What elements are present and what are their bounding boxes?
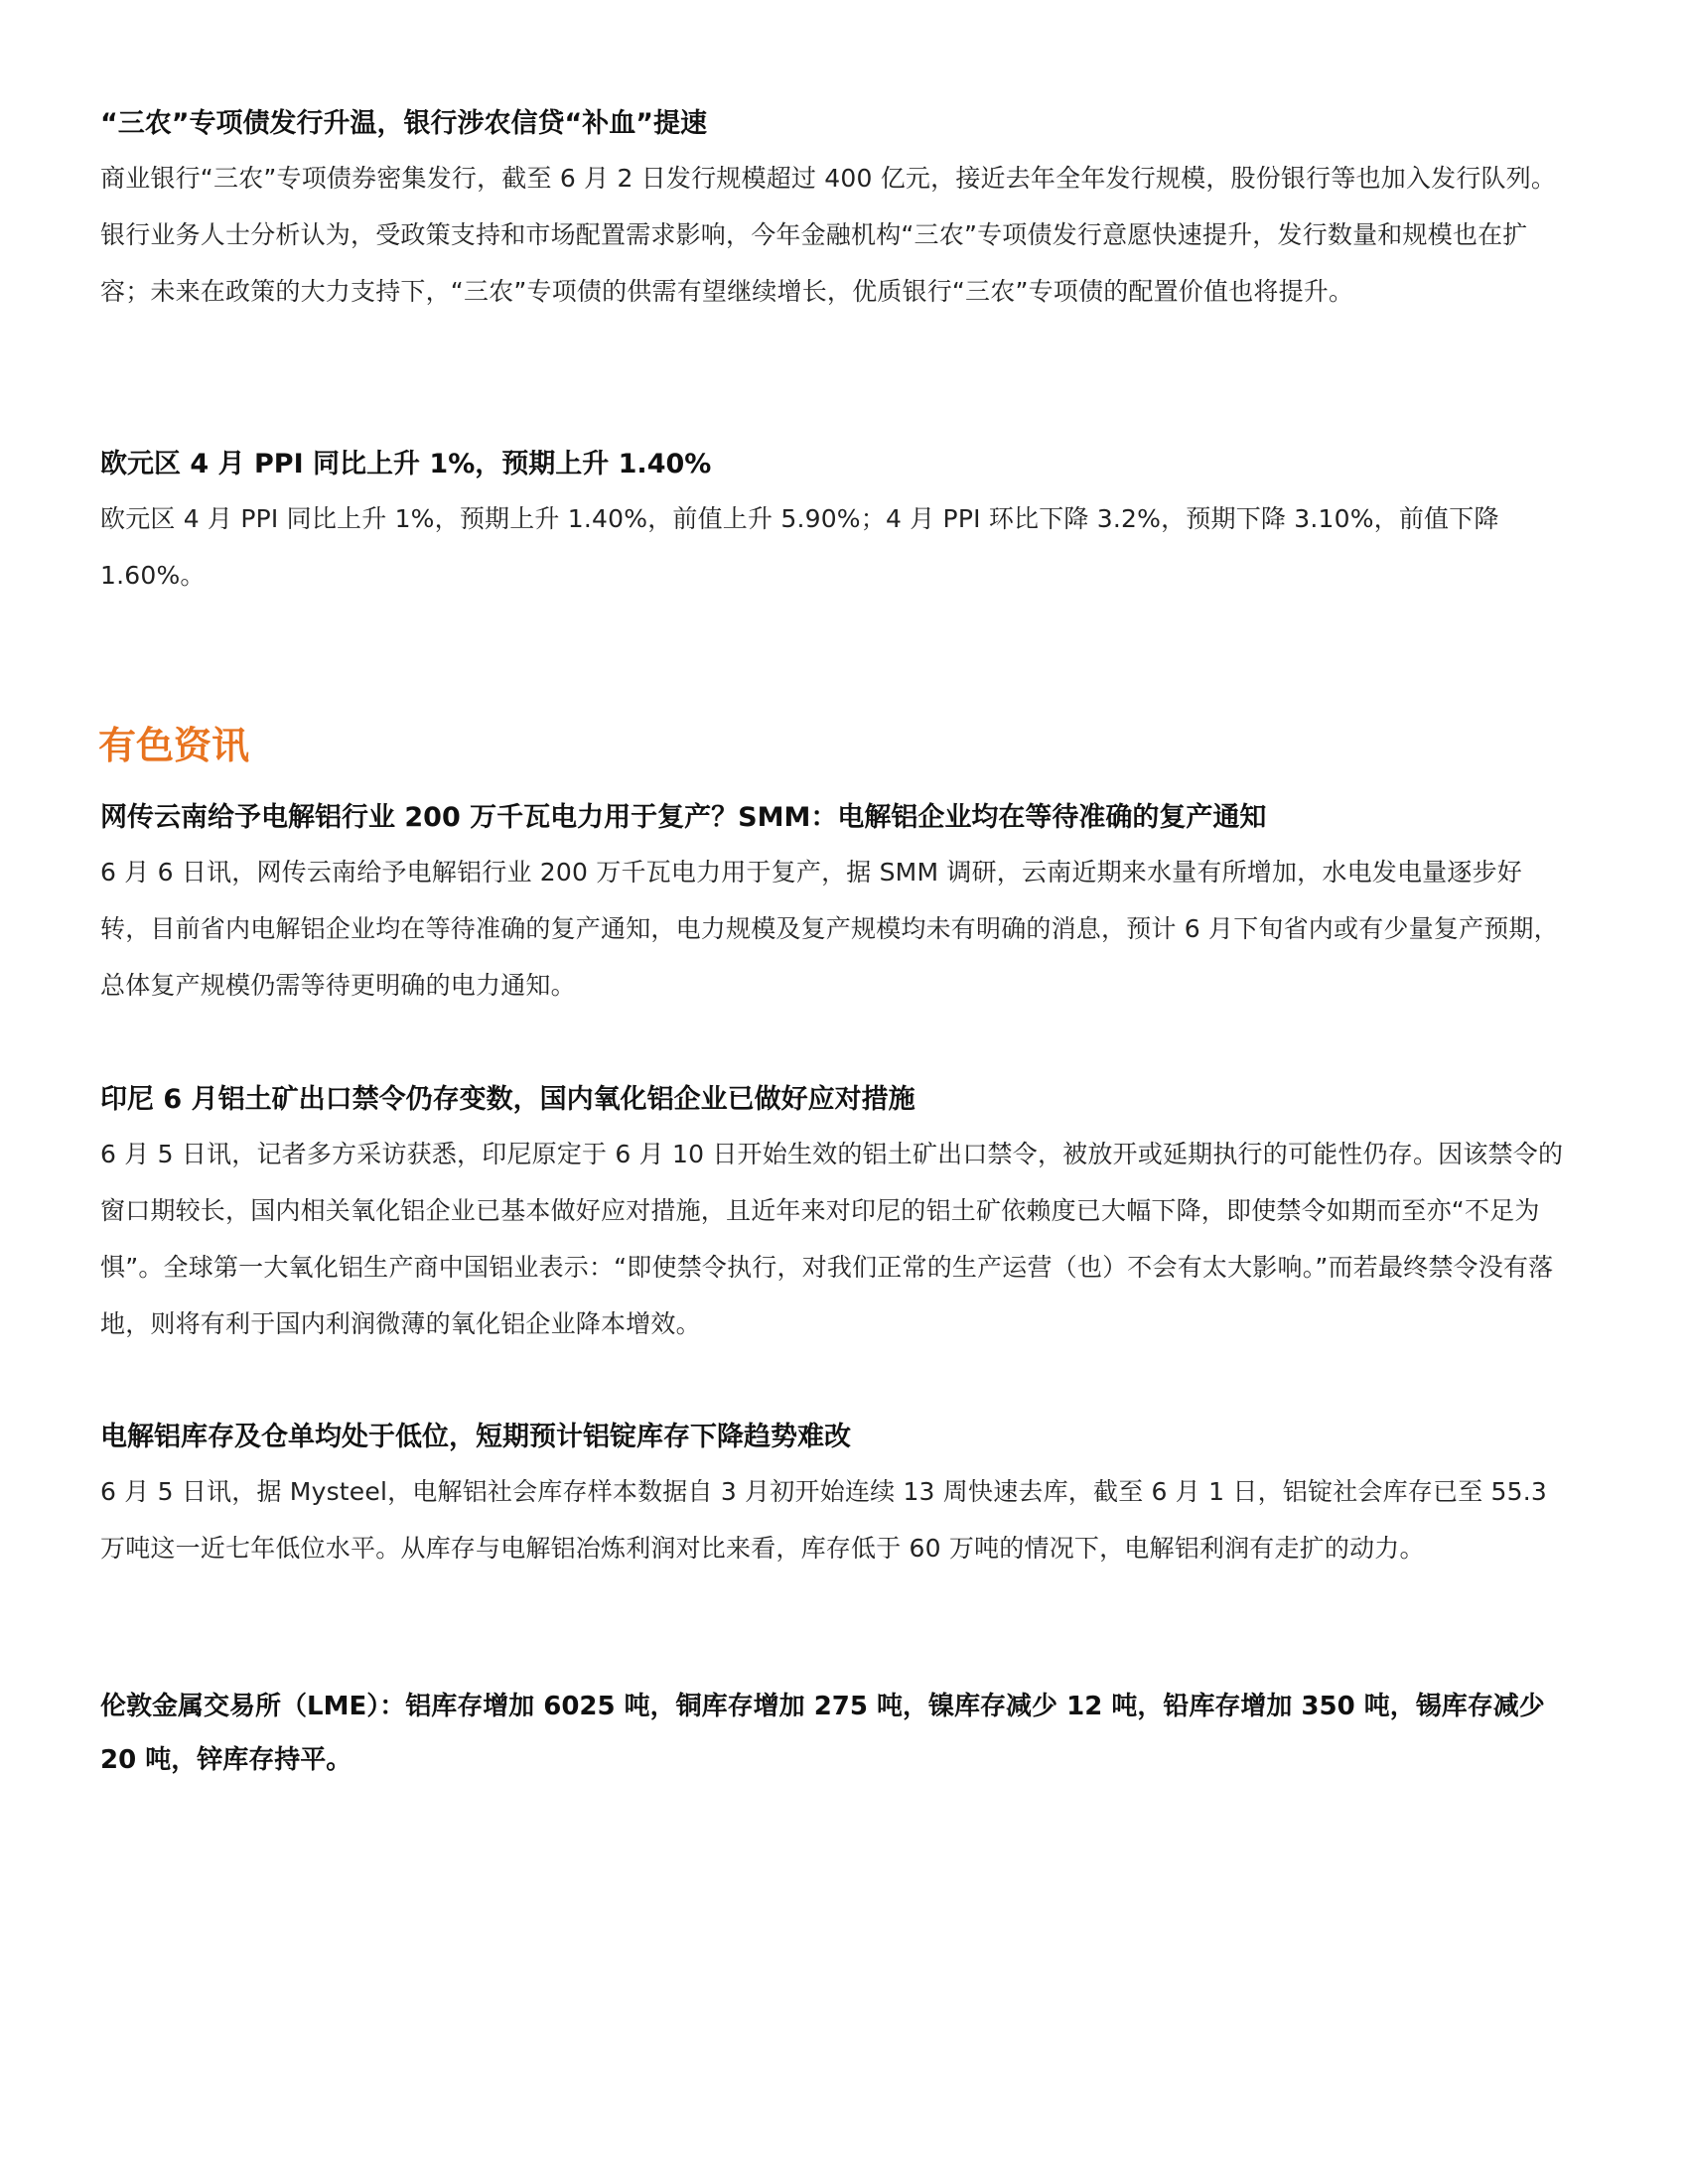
article-body: 欧元区 4 月 PPI 同比上升 1%，预期上升 1.40%，前值上升 5.90%；4 月 PPI 环比下降 3.2%，预期下降 3.10%，前值下降 1.60%。	[100, 504, 1499, 590]
lme-note-text: 伦敦金属交易所（LME）：铝库存增加 6025 吨，铜库存增加 275 吨，镍库存减少 12 吨，铅库存增加 350 吨，锡库存减少 20 吨，锌库存持平。	[100, 1692, 1545, 1775]
article-aluminum-inventory	[100, 1418, 1570, 1576]
article-body: 6 月 5 日讯，据 Mysteel，电解铝社会库存样本数据自 3 月初开始连续 13 周快速去库，截至 6 月 1 日，铝锭社会库存已至 55.3 万吨这一近七年低位水平。从库存与电解铝冶炼利润对比来看，库存低于 60 万吨的情况下，电解铝利润有走扩的动力。	[100, 1477, 1548, 1563]
article-body: 商业银行“三农”专项债券密集发行，截至 6 月 2 日发行规模超过 400 亿元，接近去年全年发行规模，股份银行等也加入发行队列。银行业务人士分析认为，受政策支持和市场配置需求影响，今年金融机构“三农”专项债发行意愿快速提升，发行数量和规模也在扩容；未来在政策的大力支持下，“三农”专项债的供需有望继续增长，优质银行“三农”专项债的配置价值也将提升。	[100, 164, 1557, 306]
lme-inventory-note	[100, 1680, 1570, 1787]
article-body: 6 月 6 日讯，网传云南给予电解铝行业 200 万千瓦电力用于复产，据 SMM 调研，云南近期来水量有所增加，水电发电量逐步好转，目前省内电解铝企业均在等待准确的复产通知，电力规模及复产规模均未有明确的消息，预计 6 月下旬省内或有少量复产预期，总体复产规模仍需等待更明确的电力通知。	[100, 858, 1559, 1000]
article-sannong-bonds	[100, 104, 1570, 320]
section-title: 有色资讯	[98, 724, 250, 767]
article-body: 6 月 5 日讯，记者多方采访获悉，印尼原定于 6 月 10 日开始生效的铝土矿出口禁令，被放开或延期执行的可能性仍存。因该禁令的窗口期较长，国内相关氧化铝企业已基本做好应对措施，且近年来对印尼的铝土矿依赖度已大幅下降，即使禁令如期而至亦“不足为惧”。全球第一大氧化铝生产商中国铝业表示：“即使禁令执行，对我们正常的生产运营（也）不会有太大影响。”而若最终禁令没有落地，则将有利于国内利润微薄的氧化铝企业降本增效。	[100, 1140, 1564, 1338]
article-yunnan-aluminum	[100, 798, 1570, 1014]
article-eurozone-ppi	[100, 445, 1570, 604]
article-headline: 电解铝库存及仓单均处于低位，短期预计铝锭库存下降趋势难改	[100, 1422, 851, 1452]
article-headline: “三农”专项债发行升温，银行涉农信贷“补血”提速	[100, 108, 707, 139]
article-headline: 网传云南给予电解铝行业 200 万千瓦电力用于复产？SMM：电解铝企业均在等待准确的复产通知	[100, 802, 1267, 833]
article-indonesia-bauxite	[100, 1080, 1570, 1352]
article-headline: 欧元区 4 月 PPI 同比上升 1%，预期上升 1.40%	[100, 449, 712, 479]
article-headline: 印尼 6 月铝土矿出口禁令仍存变数，国内氧化铝企业已做好应对措施	[100, 1084, 915, 1115]
